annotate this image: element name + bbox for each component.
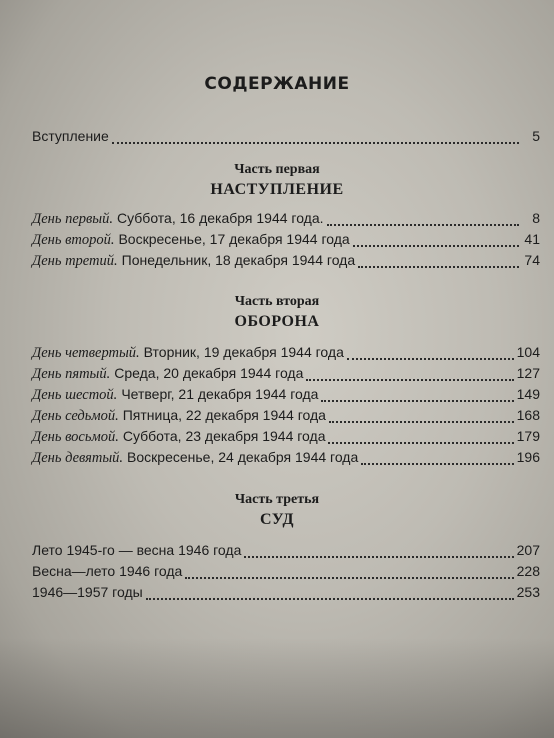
entry-page: 104: [516, 344, 540, 360]
entry-page: 196: [516, 449, 540, 465]
toc-entry: [32, 365, 540, 385]
part-title: ОБОРОНА: [234, 313, 320, 330]
dot-leader: [185, 577, 513, 579]
part-title: НАСТУПЛЕНИЕ: [210, 181, 344, 198]
entry-page: 8: [532, 210, 540, 226]
part-number: Часть третья: [234, 492, 320, 507]
page-shadow: [0, 638, 554, 738]
entry-text: Суббота, 16 декабря 1944 года.: [117, 210, 324, 226]
entry-text: Пятница, 22 декабря 1944 года: [122, 407, 326, 423]
entry-page: 179: [516, 428, 540, 444]
entry-page: 168: [516, 407, 540, 423]
entry-text: Суббота, 23 декабря 1944 года: [122, 428, 326, 444]
entry-page: 253: [516, 584, 540, 600]
entry-text: Вторник, 19 декабря 1944 года: [143, 344, 344, 360]
part-title: СУД: [260, 511, 294, 528]
dot-leader: [353, 245, 519, 247]
entry-day: День пятый.: [32, 366, 111, 382]
toc-entry: [32, 344, 540, 364]
entry-page: 228: [516, 563, 540, 579]
entry-day: День третий.: [32, 253, 118, 269]
entry-text: Четверг, 21 декабря 1944 года: [121, 386, 319, 402]
entry-page: 74: [524, 252, 540, 268]
dot-leader: [347, 358, 514, 360]
entry-day: День восьмой.: [32, 429, 119, 445]
entry-page: 127: [516, 365, 540, 381]
dot-leader: [321, 400, 513, 402]
entry-page: 5: [532, 128, 540, 144]
dot-leader: [327, 224, 519, 226]
toc-entry: [32, 252, 540, 272]
entry-text: Весна—лето 1946 года: [32, 563, 183, 579]
toc-entry: [32, 407, 540, 427]
entry-text: 1946—1957 годы: [32, 584, 143, 600]
dot-leader: [306, 379, 513, 381]
entry-page: 149: [516, 386, 540, 402]
dot-leader: [146, 598, 514, 600]
entry-text: Понедельник, 18 декабря 1944 года: [121, 252, 356, 268]
toc-entry: [32, 584, 540, 604]
toc-entry: [32, 231, 540, 251]
part-number: Часть первая: [234, 162, 320, 177]
entry-text: Вступление: [32, 128, 109, 144]
dot-leader: [244, 556, 513, 558]
contents-title: СОДЕРЖАНИЕ: [204, 74, 350, 94]
toc-entry: [32, 428, 540, 448]
entry-page: 207: [516, 542, 540, 558]
dot-leader: [112, 142, 519, 144]
entry-text: Воскресенье, 24 декабря 1944 года: [127, 449, 359, 465]
toc-entry: [32, 210, 540, 230]
dot-leader: [361, 463, 513, 465]
entry-text: Лето 1945-го — весна 1946 года: [32, 542, 242, 558]
entry-text: Среда, 20 декабря 1944 года: [114, 365, 304, 381]
toc-entry: [32, 386, 540, 406]
entry-day: День седьмой.: [32, 408, 119, 424]
entry-day: День шестой.: [32, 387, 118, 403]
toc-entry: [32, 542, 540, 562]
entry-day: День первый.: [32, 211, 114, 227]
entry-page: 41: [524, 231, 540, 247]
dot-leader: [358, 266, 519, 268]
entry-text: Воскресенье, 17 декабря 1944 года: [118, 231, 350, 247]
toc-entry: [32, 449, 540, 469]
toc-entry: [32, 563, 540, 583]
entry-day: День девятый.: [32, 450, 124, 466]
dot-leader: [328, 442, 513, 444]
dot-leader: [329, 421, 514, 423]
part-number: Часть вторая: [234, 294, 320, 309]
entry-day: День четвертый.: [32, 345, 140, 361]
toc-entry-intro: [32, 128, 540, 148]
entry-day: День второй.: [32, 232, 115, 248]
